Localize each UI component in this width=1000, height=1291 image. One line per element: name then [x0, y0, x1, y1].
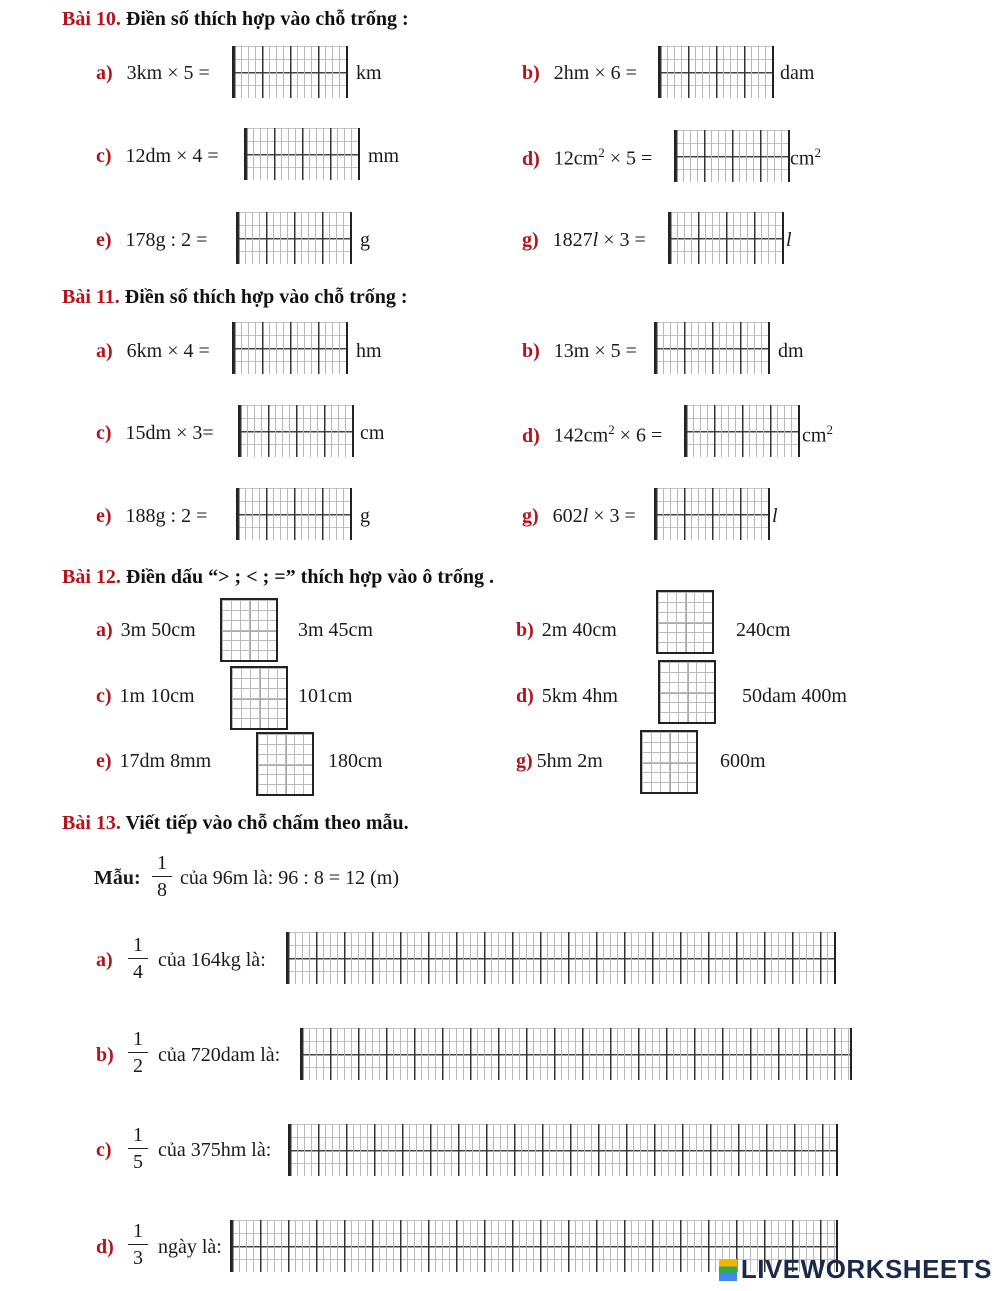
- bai12-e-right: 180cm: [328, 750, 383, 772]
- answer-box[interactable]: [238, 405, 354, 457]
- answer-box[interactable]: [236, 212, 352, 264]
- bai12-g-right: 600m: [720, 750, 766, 772]
- answer-box[interactable]: [236, 488, 352, 540]
- unit: g: [360, 505, 370, 527]
- bai13-b-text: của 720dam là:: [158, 1044, 281, 1066]
- bai10-g: g) 1827l × 3 =: [522, 229, 646, 251]
- compare-box[interactable]: [640, 730, 698, 794]
- answer-box[interactable]: [232, 46, 348, 98]
- liveworksheets-logo: LIVEWORKSHEETS: [719, 1254, 992, 1285]
- bai12-d-left: d) 5km 4hm: [516, 685, 618, 707]
- answer-box[interactable]: [232, 322, 348, 374]
- bai10-d: d) $12cm^2 \times 5$ =: [522, 145, 653, 170]
- bai11-g: g) 602l × 3 =: [522, 505, 636, 527]
- answer-box[interactable]: [674, 130, 790, 182]
- bai11-d: d) $142cm^2 \times 6$ =: [522, 422, 663, 447]
- bai13-heading: Bài 13. Viết tiếp vào chỗ chấm theo mẫu.: [62, 812, 409, 834]
- compare-box[interactable]: [230, 666, 288, 730]
- bai11-a: a) 6km × 4 =: [96, 340, 210, 362]
- answer-box[interactable]: [244, 128, 360, 180]
- unit: g: [360, 229, 370, 251]
- bai13-a-text: của 164kg là:: [158, 949, 266, 971]
- bai12-e-left: e) 17dm 8mm: [96, 750, 212, 772]
- bai10-b: b) 2hm × 6 =: [522, 62, 637, 84]
- fraction: 1 3: [128, 1220, 148, 1269]
- answer-line[interactable]: [300, 1028, 852, 1080]
- compare-box[interactable]: [220, 598, 278, 662]
- answer-line[interactable]: [288, 1124, 838, 1176]
- bai12-a-right: 3m 45cm: [298, 619, 373, 641]
- bai12-b-left: b) 2m 40cm: [516, 619, 617, 641]
- bai10-a: a) 3km × 5 =: [96, 62, 210, 84]
- unit: $cm^2$: [802, 422, 833, 447]
- unit: l: [772, 505, 778, 527]
- bai13-c-text: của 375hm là:: [158, 1139, 272, 1161]
- bai12-g-left: g) 5hm 2m: [516, 750, 603, 772]
- unit: mm: [368, 145, 400, 167]
- unit: $cm^2$: [790, 145, 821, 170]
- unit: dm: [778, 340, 804, 362]
- bai10-e: e) 178g : 2 =: [96, 229, 208, 251]
- sample-fraction: 1 8: [152, 852, 172, 901]
- fraction: 1 2: [128, 1028, 148, 1077]
- bai13-c-label: c): [96, 1139, 112, 1161]
- bai12-a-left: a) 3m 50cm: [96, 619, 196, 641]
- bai13-b-label: b): [96, 1044, 114, 1066]
- bai13-d-text: ngày là:: [158, 1236, 222, 1258]
- compare-box[interactable]: [256, 732, 314, 796]
- logo-icon: [719, 1259, 737, 1281]
- sample-text: của 96m là: 96 : 8 = 12 (m): [180, 867, 400, 889]
- bai12-c-right: 101cm: [298, 685, 353, 707]
- unit: hm: [356, 340, 382, 362]
- bai12-b-right: 240cm: [736, 619, 791, 641]
- bai10-heading: Bài 10. Điền số thích hợp vào chỗ trống :: [62, 8, 409, 30]
- unit: km: [356, 62, 382, 84]
- sample-label: Mẫu:: [94, 867, 141, 889]
- bai12-c-left: c) 1m 10cm: [96, 685, 195, 707]
- compare-box[interactable]: [656, 590, 714, 654]
- compare-box[interactable]: [658, 660, 716, 724]
- answer-box[interactable]: [668, 212, 784, 264]
- answer-line[interactable]: [286, 932, 836, 984]
- fraction: 1 4: [128, 934, 148, 983]
- unit: l: [786, 229, 792, 251]
- bai10-c: c) 12dm × 4 =: [96, 145, 219, 167]
- answer-box[interactable]: [654, 322, 770, 374]
- bai12-d-right: 50dam 400m: [742, 685, 847, 707]
- answer-box[interactable]: [684, 405, 800, 457]
- bai13-a-label: a): [96, 949, 113, 971]
- bai11-b: b) 13m × 5 =: [522, 340, 637, 362]
- fraction: 1 5: [128, 1124, 148, 1173]
- bai11-e: e) 188g : 2 =: [96, 505, 208, 527]
- bai11-c: c) 15dm × 3=: [96, 422, 214, 444]
- answer-box[interactable]: [654, 488, 770, 540]
- bai12-heading: Bài 12. Điền dấu “> ; < ; =” thích hợp vào ô trống .: [62, 566, 494, 588]
- unit: dam: [780, 62, 815, 84]
- unit: cm: [360, 422, 385, 444]
- bai13-d-label: d): [96, 1236, 114, 1258]
- answer-box[interactable]: [658, 46, 774, 98]
- bai11-heading: Bài 11. Điền số thích hợp vào chỗ trống :: [62, 286, 408, 308]
